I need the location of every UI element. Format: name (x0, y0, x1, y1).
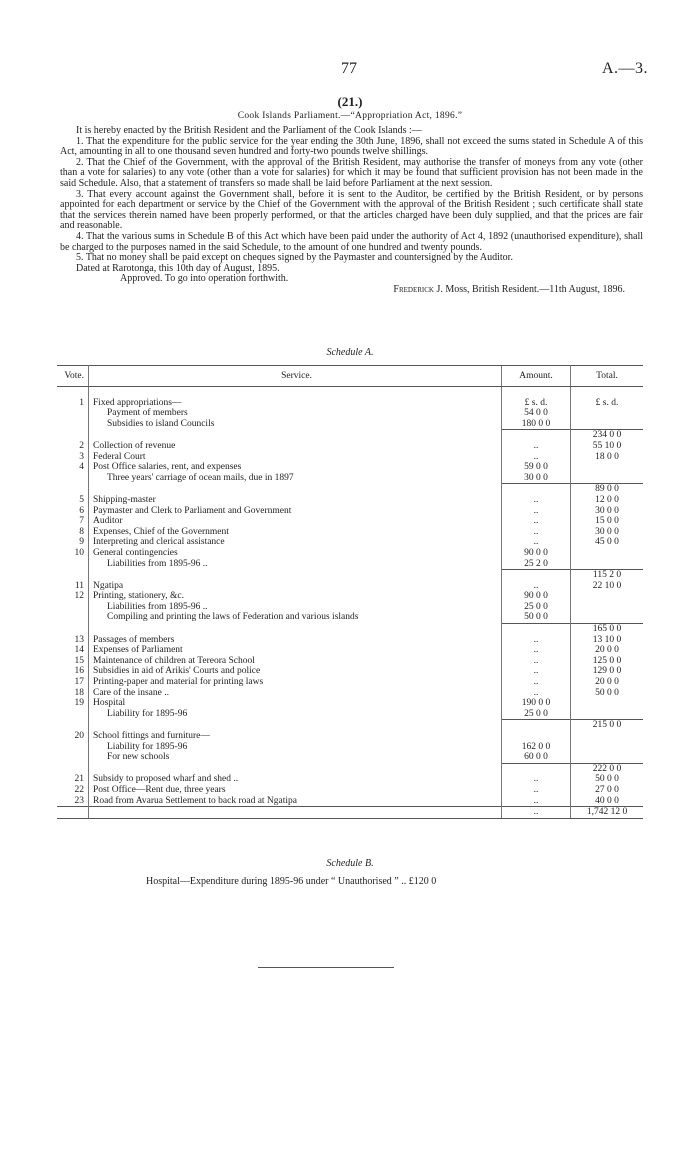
service-cell: Compiling and printing the laws of Federation and various islands (107, 612, 359, 623)
amount-cell (502, 624, 571, 635)
amount-cell: 90 0 0 (502, 591, 571, 602)
service-cell: Post Office salaries, rent, and expenses (93, 462, 242, 473)
vote-number: 9 (57, 537, 89, 548)
service-cell: Care of the insane .. (93, 687, 169, 698)
vote-number (57, 387, 89, 398)
amount-cell: 162 0 0 (502, 742, 571, 753)
service-cell: Expenses, Chief of the Government (93, 526, 229, 537)
vote-number: 1 (57, 398, 89, 409)
amount-cell (502, 731, 571, 742)
vote-number: 12 (57, 591, 89, 602)
service-cell: Paymaster and Clerk to Parliament and Government (93, 505, 292, 516)
clause-5: 5. That no money shall be paid except on cheques signed by the Paymaster and countersigned by the Auditor. (76, 252, 513, 264)
amount-cell: 190 0 0 (502, 698, 571, 709)
page-reference: A.—3. (601, 60, 648, 77)
vote-number (57, 419, 89, 430)
schedule-row (57, 612, 643, 623)
total-cell (571, 559, 644, 570)
amount-cell (502, 570, 571, 581)
amount-cell: .. (502, 688, 571, 699)
service-cell: School fittings and furniture— (93, 731, 210, 741)
total-cell: 18 0 0 (595, 451, 619, 462)
vote-number: 19 (57, 698, 89, 709)
amount-cell: 50 0 0 (502, 612, 571, 623)
service-cell: Liability for 1895-96 (107, 741, 188, 752)
schedule-row (57, 495, 643, 506)
vote-number: 17 (57, 677, 89, 688)
vote-number (57, 720, 89, 731)
amount-cell: .. (502, 656, 571, 667)
service-cell: Fixed appropriations— (93, 397, 182, 408)
service-cell: Printing, stationery, &c. (93, 591, 184, 602)
total-cell (571, 752, 644, 763)
amount-cell: .. (502, 774, 571, 785)
vote-number: 2 (57, 441, 89, 452)
total-cell (571, 731, 644, 742)
total-cell (571, 462, 644, 473)
schedule-row (57, 774, 643, 785)
subtotal-row (57, 570, 643, 581)
service-cell (89, 720, 502, 731)
total-cell (571, 612, 644, 623)
vote-number: 14 (57, 645, 89, 656)
amount-cell: 30 0 0 (502, 473, 571, 484)
schedule-row (57, 591, 643, 602)
service-cell: Liability for 1895-96 (107, 708, 188, 719)
amount-cell: .. (502, 785, 571, 796)
service-cell: Post Office—Rent due, three years (93, 784, 226, 795)
schedule-row (57, 527, 643, 538)
vote-number: 4 (57, 462, 89, 473)
vote-number: 15 (57, 656, 89, 667)
schedule-a-header-row (57, 366, 643, 387)
vote-number (57, 430, 89, 441)
amount-cell (502, 387, 571, 398)
amount-cell: .. (502, 677, 571, 688)
schedule-row (57, 516, 643, 527)
schedule-row (57, 785, 643, 796)
service-cell: Liabilities from 1895-96 .. (107, 601, 208, 612)
service-cell: Expenses of Parliament (93, 645, 183, 656)
amount-cell: .. (502, 581, 571, 592)
amount-cell: 25 0 0 (502, 602, 571, 613)
amount-cell: .. (502, 495, 571, 506)
vote-number (57, 408, 89, 419)
vote-number: 7 (57, 516, 89, 527)
schedule-row (57, 537, 643, 548)
total-cell (571, 419, 644, 430)
amount-cell (502, 763, 571, 774)
vote-number: 18 (57, 688, 89, 699)
service-cell (89, 484, 502, 495)
service-cell: Federal Court (93, 451, 146, 462)
subtotal-row (57, 484, 643, 495)
service-cell: Hospital (93, 698, 126, 709)
act-title: Cook Islands Parliament.—“Appropriation Act, 1896.” (237, 111, 463, 121)
schedule-row (57, 581, 643, 592)
schedule-row (57, 398, 643, 409)
subtotal-row (57, 430, 643, 441)
schedule-row (57, 559, 643, 570)
schedule-b-line: Hospital—Expenditure during 1895-96 under “ Unauthorised ” .. £120 0 (146, 876, 437, 887)
vote-number: 5 (57, 495, 89, 506)
amount-cell: .. (502, 441, 571, 452)
amount-cell: 59 0 0 (502, 462, 571, 473)
vote-number (57, 624, 89, 635)
vote-number: 6 (57, 506, 89, 517)
schedule-row (57, 602, 643, 613)
service-cell: Collection of revenue (93, 440, 176, 451)
service-cell: Maintenance of children at Tereora School (93, 655, 255, 666)
amount-cell: .. (502, 635, 571, 646)
total-cell (571, 408, 644, 419)
schedule-row (57, 548, 643, 559)
total-cell: 234 0 0 (571, 430, 644, 441)
vote-number: 8 (57, 527, 89, 538)
total-cell (571, 548, 644, 559)
dated-line: Dated at Rarotonga, this 10th day of August, 1895. (76, 262, 280, 274)
vote-number: 13 (57, 635, 89, 646)
schedule-row (57, 698, 643, 709)
amount-header: Amount. (502, 366, 571, 387)
total-cell (571, 698, 644, 709)
total-cell (571, 602, 644, 613)
total-cell: 129 0 0 (592, 666, 622, 677)
amount-cell: .. (502, 506, 571, 517)
total-cell: 215 0 0 (571, 720, 644, 731)
schedule-row (57, 387, 643, 398)
total-cell: 50 0 0 (595, 774, 619, 785)
schedule-row (57, 635, 643, 646)
amount-cell: .. (502, 452, 571, 463)
amount-cell: £ s. d. (502, 398, 571, 409)
amount-cell (502, 720, 571, 731)
schedule-row (57, 742, 643, 753)
service-cell (89, 763, 502, 774)
service-cell: Interpreting and clerical assistance (93, 537, 225, 548)
amount-cell: 25 0 0 (502, 709, 571, 720)
amount-cell: 180 0 0 (502, 419, 571, 430)
vote-number (57, 752, 89, 763)
section-number: (21.) (337, 94, 363, 109)
total-cell (571, 591, 644, 602)
amount-cell: .. (502, 645, 571, 656)
signature-line (60, 285, 643, 296)
vote-number: 3 (57, 452, 89, 463)
vote-number (57, 742, 89, 753)
schedule-row (57, 709, 643, 720)
amount-cell: 25 2 0 (502, 559, 571, 570)
vote-number: 21 (57, 774, 89, 785)
schedule-row (57, 452, 643, 463)
schedule-a-body (57, 387, 643, 807)
service-cell: Three years' carriage of ocean mails, due in 1897 (107, 472, 294, 483)
schedule-row (57, 731, 643, 742)
vote-number (57, 570, 89, 581)
schedule-row (57, 462, 643, 473)
total-cell: 12 0 0 (595, 494, 619, 505)
service-cell: Subsidy to proposed wharf and shed .. (93, 774, 239, 785)
total-cell: 15 0 0 (595, 516, 619, 527)
total-cell: 50 0 0 (595, 687, 619, 698)
total-cell: 13 10 0 (592, 634, 622, 645)
total-cell: 20 0 0 (595, 677, 619, 688)
vote-number (57, 602, 89, 613)
total-cell (571, 473, 644, 484)
total-cell (571, 742, 644, 753)
schedule-row (57, 506, 643, 517)
signature-name: Frederick (393, 283, 434, 295)
amount-cell: 90 0 0 (502, 548, 571, 559)
vote-number (57, 473, 89, 484)
clause-3: 3. That every account against the Government shall, before it is sent to the Auditor, be certified by the British Resident, or by persons appointed for each department or service by the Chief of the Government with the approval of the British Resident ; such certificate shall state that the services therein named have been properly performed, or that the articles charged have been duly supplied, and that the prices are fair and reasonable. (60, 188, 643, 232)
vote-number (57, 763, 89, 774)
vote-number: 22 (57, 785, 89, 796)
subtotal-row (57, 763, 643, 774)
signature-rest: J. Moss, British Resident.—11th August, 1896. (436, 283, 625, 295)
total-cell (571, 709, 644, 720)
total-cell: 55 10 0 (592, 440, 622, 451)
schedule-row (57, 656, 643, 667)
schedule-row (57, 408, 643, 419)
enacting-clause: It is hereby enacted by the British Resident and the Parliament of the Cook Islands :— (76, 125, 422, 136)
total-cell: 115 2 0 (571, 570, 644, 581)
approved-line: Approved. To go into operation forthwith. (120, 273, 289, 285)
vote-number (57, 709, 89, 720)
schedule-row (57, 441, 643, 452)
vote-number (57, 612, 89, 623)
service-cell: Subsidies to island Councils (107, 418, 215, 429)
closing-rule (258, 967, 394, 968)
schedule-row (57, 645, 643, 656)
page-number: 77 (341, 60, 357, 77)
total-cell: 27 0 0 (595, 784, 619, 795)
service-cell: Ngatipa (93, 580, 124, 591)
service-cell: Passages of members (93, 634, 175, 645)
total-cell: 20 0 0 (595, 645, 619, 656)
service-cell: Payment of members (107, 408, 188, 419)
amount-cell: .. (502, 527, 571, 538)
service-cell: For new schools (107, 752, 170, 763)
grand-total-value: 1,742 12 0 (571, 807, 644, 819)
total-cell: 165 0 0 (571, 624, 644, 635)
service-cell: General contingencies (93, 547, 178, 558)
vote-header: Vote. (57, 366, 89, 387)
schedule-row (57, 473, 643, 484)
service-cell (89, 624, 502, 635)
subtotal-row (57, 720, 643, 731)
clause-1: 1. That the expenditure for the public service for the year ending the 30th June, 1896, shall not exceed the sums stated in Schedule A of this Act, amounting in all to one thousand seven hundred and forty-two pounds twelve shillings. (60, 135, 643, 158)
total-cell: 22 10 0 (592, 580, 622, 591)
vote-number: 20 (57, 731, 89, 742)
grand-total-amount: .. (502, 807, 571, 819)
amount-cell: 60 0 0 (502, 752, 571, 763)
schedule-row (57, 419, 643, 430)
service-cell: Printing-paper and material for printing laws (93, 677, 264, 688)
vote-number: 11 (57, 581, 89, 592)
schedule-a-table (57, 365, 643, 819)
service-cell (89, 430, 502, 441)
service-cell (89, 387, 502, 398)
service-cell (89, 570, 502, 581)
vote-number: 23 (57, 796, 89, 807)
total-cell: £ s. d. (595, 397, 619, 408)
schedule-row (57, 677, 643, 688)
vote-number: 10 (57, 548, 89, 559)
vote-number (57, 484, 89, 495)
total-cell: 30 0 0 (595, 505, 619, 516)
vote-number (57, 559, 89, 570)
total-header: Total. (571, 366, 644, 387)
total-cell: 40 0 0 (595, 795, 619, 806)
amount-cell: .. (502, 666, 571, 677)
amount-cell: .. (502, 537, 571, 548)
amount-cell: .. (502, 796, 571, 807)
subtotal-row (57, 624, 643, 635)
amount-cell (502, 484, 571, 495)
total-cell: 30 0 0 (595, 526, 619, 537)
amount-cell (502, 430, 571, 441)
amount-cell: .. (502, 516, 571, 527)
service-cell: Liabilities from 1895-96 .. (107, 558, 208, 569)
schedule-row (57, 666, 643, 677)
service-cell: Road from Avarua Settlement to back road at Ngatipa (93, 795, 298, 806)
service-cell: Subsidies in aid of Arikis' Courts and police (93, 666, 261, 677)
schedule-b-title: Schedule B. (326, 858, 374, 869)
act-body (60, 126, 643, 296)
service-cell: Shipping-master (93, 494, 156, 505)
service-cell: Auditor (93, 516, 123, 527)
schedule-row (57, 688, 643, 699)
total-cell: 222 0 0 (571, 763, 644, 774)
vote-number: 16 (57, 666, 89, 677)
grand-total-row (57, 807, 643, 819)
total-cell: 45 0 0 (595, 537, 619, 548)
clause-4: 4. That the various sums in Schedule B of this Act which have been paid under the authority of Act 4, 1892 (unauthorised expenditure), shall be charged to the purposes named in the said Schedule, to the amount of one hundred and twenty pounds. (60, 230, 643, 253)
service-header: Service. (89, 366, 502, 387)
schedule-row (57, 752, 643, 763)
total-cell (571, 387, 644, 398)
amount-cell: 54 0 0 (502, 408, 571, 419)
schedule-row (57, 796, 643, 807)
total-cell: 125 0 0 (592, 655, 622, 666)
total-cell: 89 0 0 (571, 484, 644, 495)
clause-2: 2. That the Chief of the Government, with the approval of the British Resident, may authorise the transfer of moneys from any vote (other than a vote for salaries) to any vote (other than a vote for salaries) for which it may be found that sufficient provision has not been made in the said Schedule. Also, that a statement of transfers so made shall be laid before Parliament at the next session. (60, 156, 643, 189)
schedule-a-title: Schedule A. (326, 347, 374, 358)
